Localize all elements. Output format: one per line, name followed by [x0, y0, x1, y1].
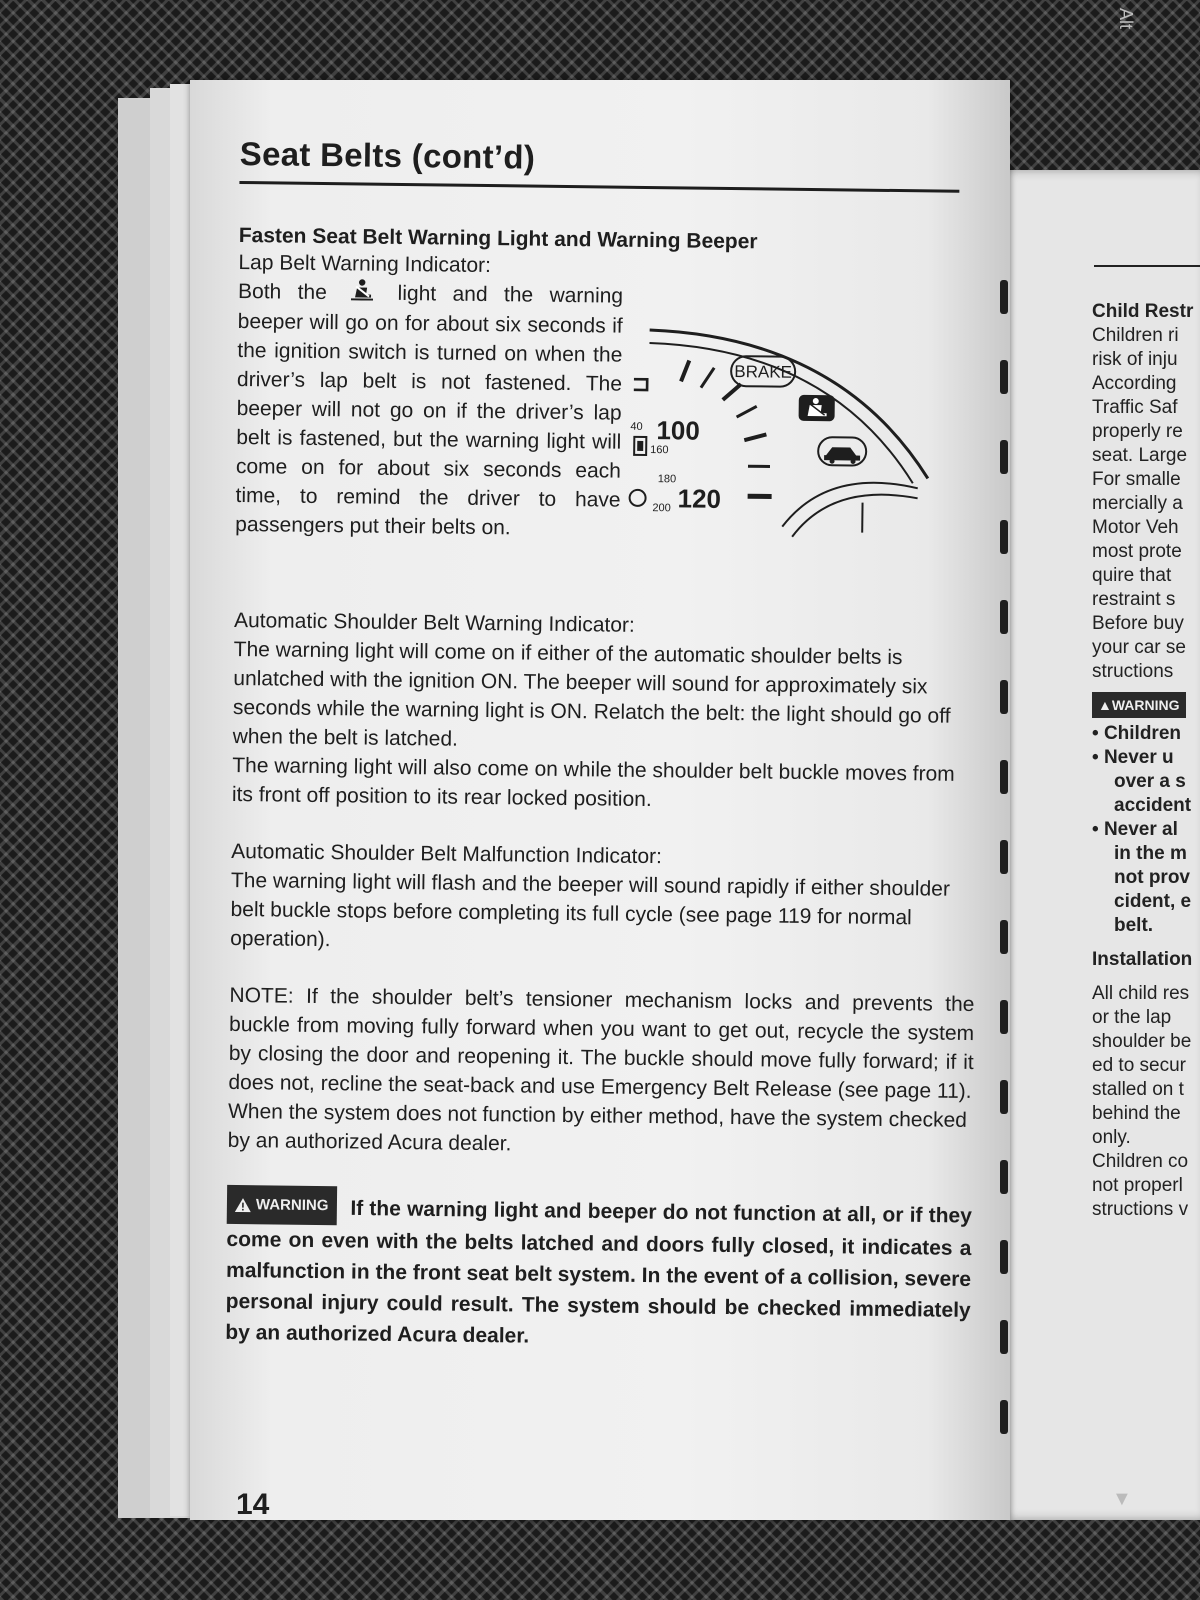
right-page-line: According [1092, 373, 1177, 394]
right-install-line: shoulder be [1092, 1031, 1192, 1052]
right-bullet: • Never al [1092, 819, 1178, 840]
page-number: 14 [236, 1488, 270, 1521]
right-page [1010, 170, 1200, 1520]
gauge-tick-100: 100 [656, 415, 700, 446]
right-page-line: Before buy [1092, 613, 1184, 634]
binding-ring [1000, 680, 1008, 714]
malfunction-text: The warning light will flash and the beeper will sound rapidly if either shoulder belt buckle stops before completing its full cycle (see page 119 for normal operation). [230, 868, 951, 952]
gauge-tick-160: 160 [650, 444, 669, 457]
right-page-line: structions [1092, 661, 1174, 682]
right-install-line: only. [1092, 1127, 1131, 1148]
right-page-line: mercially a [1092, 493, 1183, 514]
lap-belt-text-rest: light and the warning beeper will go on for about six seconds if the ignition switch is turned on when the driver’s lap belt is not fastened. The beeper will not go on if the driver’s lap belt is fastened, but the warning light will come on for about six seconds each time, to remind the driver to have passengers put their belts on. [235, 281, 624, 540]
binding-ring [1000, 1160, 1008, 1194]
right-warning-badge-label: WARNING [1111, 697, 1180, 713]
right-page-line: quire that [1092, 565, 1172, 586]
right-page-line: seat. Large [1092, 445, 1188, 466]
warning-badge [227, 1185, 337, 1225]
right-page-line: restraint s [1092, 589, 1176, 610]
right-installation-heading: Installation [1092, 949, 1193, 970]
shoulder-belt-section [232, 606, 979, 818]
gauge-tick-40: 40 [630, 420, 643, 433]
right-page-line: risk of inju [1092, 349, 1178, 370]
right-page-heading: Child Restr [1092, 301, 1194, 322]
side-tab-label: Alt [1116, 8, 1136, 30]
binding-ring [1000, 920, 1008, 954]
binding-ring [1000, 1400, 1008, 1434]
shoulder-belt-text-2: The warning light will also come on while the shoulder belt buckle moves from its front off position to its rear locked position. [231, 753, 955, 812]
right-page-line: For smalle [1092, 469, 1181, 490]
right-install-line: not properl [1092, 1175, 1183, 1196]
warning-text: If the warning light and beeper do not function at all, or if they come on even with the belts latched and doors fully closed, it indicates a malfunction in the front seat belt system. In the event of a collision, severe personal injury could result. The system should be checked immediately by an authorized Acura dealer. [225, 1196, 972, 1348]
page-title: Seat Belts (cont’d) [239, 135, 536, 176]
right-page-line: Motor Veh [1092, 517, 1179, 538]
page-content [225, 135, 985, 1357]
note-text: NOTE: If the shoulder belt’s tensioner mechanism locks and prevents the buckle from moving fully forward when you want to get out, recycle the system by closing the door and reopening it. The buckle should move fully forward; if it does not, recline the seat-back and use Emergency Belt Release (see page 11). [228, 983, 975, 1104]
right-bullet-cont: belt. [1114, 915, 1154, 936]
right-install-line: Children co [1092, 1151, 1189, 1172]
gauge-tick-180: 180 [657, 473, 677, 486]
right-bullet-cont: not prov [1114, 867, 1190, 888]
right-install-line: behind the [1092, 1103, 1181, 1124]
binding-ring [1000, 1240, 1008, 1274]
right-warning-badge: ▲WARNING [1092, 692, 1186, 718]
manual-page [190, 80, 1010, 1520]
right-bullet-cont: over a s [1114, 771, 1186, 792]
binding-ring [1000, 760, 1008, 794]
lap-belt-section [235, 248, 984, 587]
gauge-car-door-icon [824, 447, 860, 464]
right-install-line: stalled on t [1092, 1079, 1184, 1100]
lap-belt-text-start: Both the [237, 279, 328, 305]
right-bullet-text: Children [1103, 723, 1181, 744]
right-page-text [1092, 300, 1200, 1222]
binding-ring [1000, 1080, 1008, 1114]
right-page-line: Children ri [1092, 325, 1179, 346]
right-bullet: • Children [1092, 723, 1181, 744]
svg-text:⊐: ⊐ [631, 370, 651, 397]
right-bullet-text: Never al [1103, 819, 1178, 840]
right-install-line: All child res [1092, 983, 1190, 1004]
binding-ring [1000, 1000, 1008, 1034]
right-bullet-cont: cident, e [1114, 891, 1192, 912]
binding-ring [1000, 1320, 1008, 1354]
right-bullet-cont: in the m [1114, 843, 1187, 864]
right-page-line: Traffic Saf [1092, 397, 1178, 418]
right-install-line: or the lap [1092, 1007, 1172, 1028]
lap-belt-subheading: Lap Belt Warning Indicator: [238, 250, 492, 278]
warning-section [225, 1185, 972, 1357]
section-heading: Fasten Seat Belt Warning Light and Warning Beeper [238, 223, 758, 254]
right-install-line: structions v [1092, 1199, 1189, 1220]
right-bullet: • Never u [1092, 747, 1174, 768]
warning-triangle-icon [235, 1198, 251, 1212]
right-page-line: properly re [1092, 421, 1183, 442]
binding-ring [1000, 600, 1008, 634]
right-page-line: most prote [1092, 541, 1182, 562]
note-section [228, 981, 975, 1164]
binding-ring [1000, 520, 1008, 554]
malfunction-subheading: Automatic Shoulder Belt Malfunction Indicator: [231, 839, 663, 869]
shoulder-belt-subheading: Automatic Shoulder Belt Warning Indicator: [233, 608, 635, 637]
shoulder-belt-text: The warning light will come on if either of the automatic shoulder belts is unlatched with the ignition ON. The beeper will sound for approximately six seconds while the warning light is ON. Relatch the belt: the light should go off when the belt is latched. [232, 637, 951, 751]
seat-belt-icon [349, 279, 375, 309]
binding-ring [1000, 280, 1008, 314]
gauge-tick-120: 120 [677, 483, 722, 514]
warning-badge-label: WARNING [255, 1196, 329, 1215]
right-page-line: your car se [1092, 637, 1186, 658]
binding-ring [1000, 360, 1008, 394]
right-page-rule [1094, 265, 1200, 267]
note-text-2: When the system does not function by either method, have the system checked by an authorized Acura dealer. [227, 1099, 968, 1156]
lap-belt-text [235, 277, 623, 544]
right-bullet-text: Never u [1103, 747, 1174, 768]
right-install-line: ed to secur [1092, 1055, 1186, 1076]
right-bullet-cont: accident [1114, 795, 1192, 816]
title-rule [239, 181, 959, 193]
gauge-tick-200: 200 [652, 502, 671, 515]
gauge-brake-label: BRAKE [734, 362, 793, 382]
binding-ring [1000, 440, 1008, 474]
instrument-gauge-illustration [627, 315, 960, 559]
malfunction-section [230, 837, 976, 962]
down-arrow-icon: ▼ [1112, 1488, 1132, 1510]
binding-ring [1000, 840, 1008, 874]
